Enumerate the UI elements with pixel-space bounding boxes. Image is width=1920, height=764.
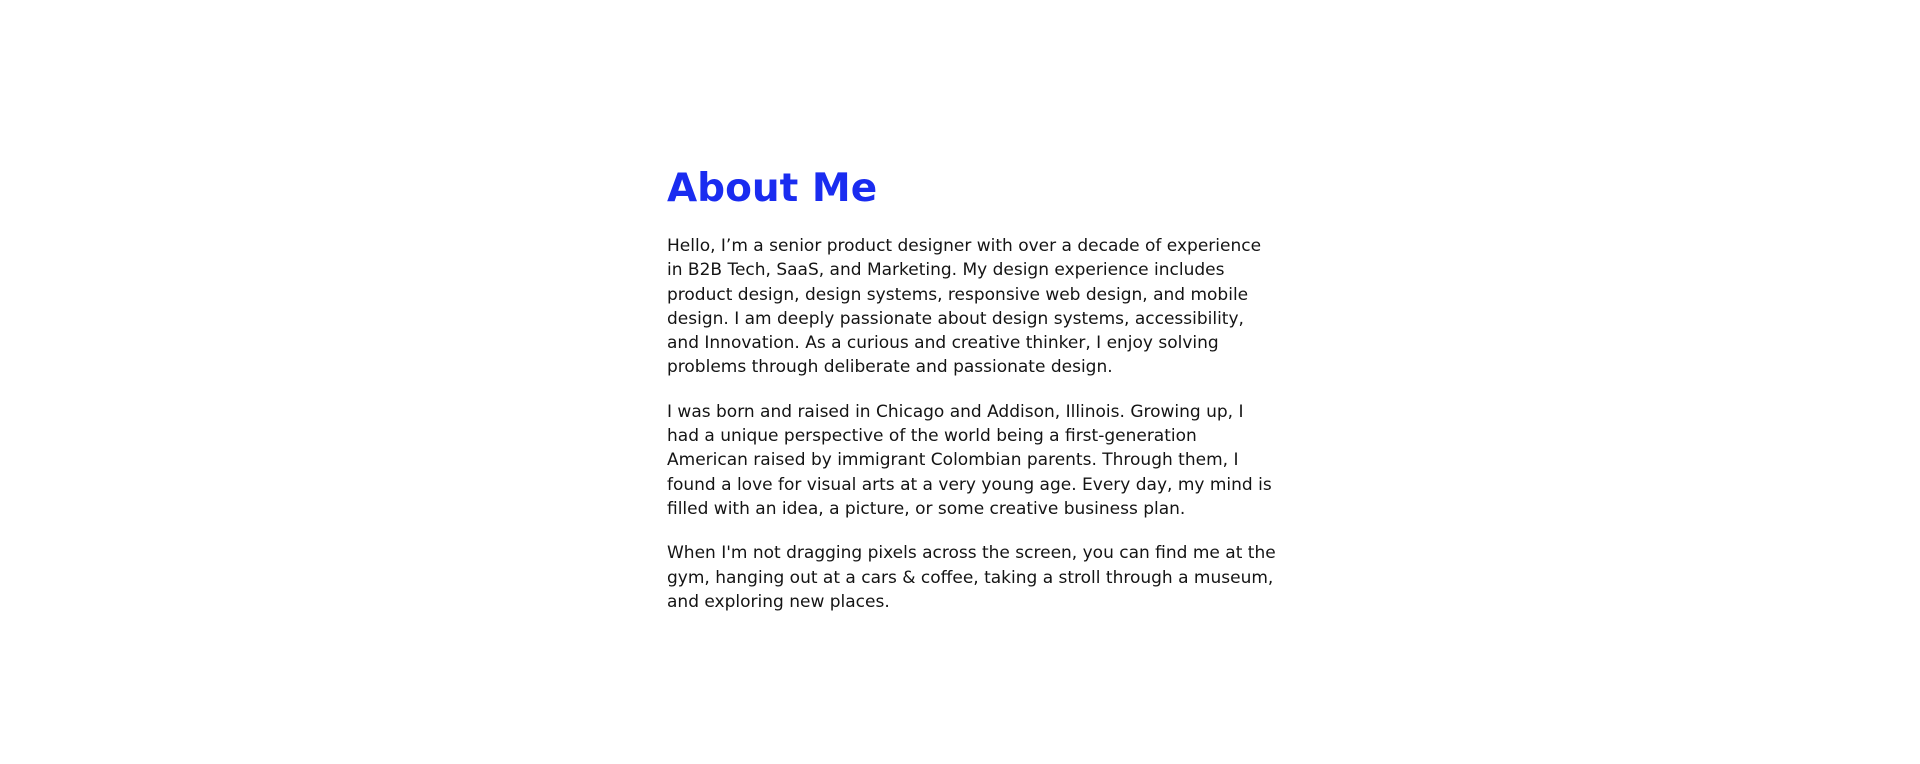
about-paragraph-intro: Hello, I’m a senior product designer with over a decade of experience in B2B Tech, SaaS, and Marketing. My design experience includes product design, design systems, responsive web design, and mobile design. I am deeply passionate about design systems, accessibility, and Innovation. As a curious and creative thinker, I enjoy solving problems through deliberate and passionate design. (667, 236, 1262, 378)
about-title: About Me (667, 166, 878, 211)
about-paragraph-hobbies: When I'm not dragging pixels across the screen, you can find me at the gym, hanging out at a cars & coffee, taking a stroll through a museum, and exploring new places. (667, 543, 1276, 612)
about-paragraph-background: I was born and raised in Chicago and Addison, Illinois. Growing up, I had a unique perspective of the world being a first-generation American raised by immigrant Colombian parents. Through them, I found a love for visual arts at a very young age. Every day, my mind is filled with an idea, a picture, or some creative business plan. (667, 401, 1272, 519)
about-section (667, 166, 1277, 614)
